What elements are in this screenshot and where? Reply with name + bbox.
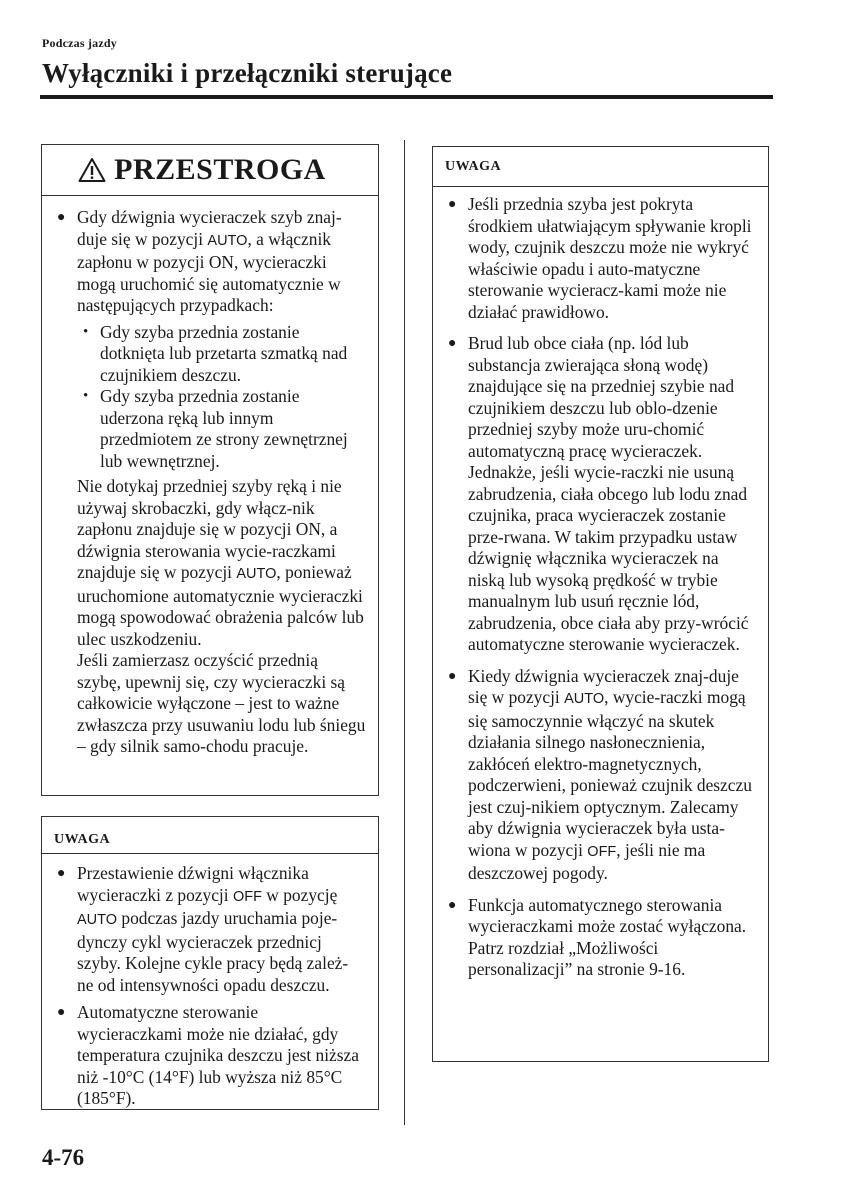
caution-text: Gdy dźwignia wycieraczek szyb znaj-duje się w pozycji [77,207,342,249]
caution-box [41,144,379,796]
note-text: Automatyczne sterowanie wycieraczkami może nie działać, gdy temperatura czujnika deszczu jest niższa niż -10°C (14°F) lub wyższa niż 85°C (185°F). [77,1002,359,1108]
mode-label-off: OFF [232,888,262,905]
caution-subitem-text: Gdy szyba przednia zostanie dotknięta lub przetarta szmatką nad czujnikiem deszczu. [100,321,348,385]
caution-text: , ponieważ uruchomione automatycznie wycieraczki mogą spowodować obrażenia palców lub ulec uszkodzeniu. [77,562,364,649]
mode-label-auto: AUTO [207,232,248,249]
mode-label-auto: AUTO [236,566,277,582]
caution-subitem [77,322,366,387]
note-text: Brud lub obce ciała (np. lód lub substancja zwierająca słoną wodę) znajdujące się na przedniej szybie nad czujnikiem deszczu lub oblo-dzenie przedniej szyby może uru-chomić automatyczną pracę wycieraczek. Jednakże, jeśli wycie-raczki nie usuną zabrudzenia, ciała obcego lub lodu znad czujnika, praca wycieraczek zostanie prze-rwana. W takim przypadku ustaw dźwignię włącznika wycieraczek na niską lub wysoką prędkość w trybie manualnym lub usuń ręcznie lód, zabrudzenia, obce ciała aby przy-wrócić automatyczne sterowanie wycieraczek. [468,333,749,654]
note-header [42,817,378,854]
column-divider [404,140,405,1125]
note-box-left [41,816,379,1110]
caution-paragraph-3: Jeśli zamierzasz oczyścić przednią szybę, upewnij się, czy wycieraczki są całkowicie wyłączone – jest to ważne zwłaszcza przy usuwaniu lodu lub śniegu – gdy silnik samo-chodu pracuje. [77,650,366,756]
mode-label-auto: AUTO [77,912,118,928]
caution-list [42,207,366,758]
caution-text: Nie dotykaj przedniej szyby ręką i nie używaj skrobaczki, gdy włącz-nik zapłonu znajduje się w pozycji ON, a dźwignia sterowania wycie-raczkami znajduje się w pozycji [77,476,342,582]
note-item [42,863,364,996]
caution-paragraph-1 [77,207,366,317]
dot-icon: • [83,323,89,340]
page-number: 4-76 [42,1145,85,1170]
note-item [433,333,756,656]
note-list [42,863,364,1110]
note-item [433,194,756,323]
note-list [433,194,756,981]
note-item [42,1002,364,1110]
cross-reference: Patrz rozdział „Możliwości personalizacji” na stronie 9-16. [468,937,686,979]
note-text: podczas jazdy uruchamia poje-dynczy cykl wycieraczek przednicj szyby. Kolejne cykle pracy będą zależ-ne od intensywności opadu deszczu. [77,908,349,995]
note-text: w pozycję [261,884,338,905]
caution-sublist [77,322,366,473]
note-text: Przestawienie dźwigni włącznika wycieraczki z pozycji [77,863,309,905]
note-item [433,895,756,981]
note-text: Kiedy dźwignia wycieraczek znaj-duje się w pozycji [468,665,739,707]
bullet-icon: ● [57,210,66,225]
caution-header [42,145,378,196]
note-title: UWAGA [445,159,502,174]
warning-triangle-icon [78,157,106,183]
note-header [433,147,768,187]
caution-subitem [77,386,366,472]
note-item [433,666,756,885]
note-text: , jeśli nie ma deszczowej pogody. [468,839,706,883]
dot-icon: • [83,388,89,404]
page-title: Wyłączniki i przełączniki sterujące [42,58,453,88]
caution-item [42,207,366,758]
mode-label-auto: AUTO [564,691,605,707]
bullet-icon: ● [448,668,457,684]
note-box-right [432,146,769,1062]
mode-label-off: OFF [587,843,617,860]
title-rule [40,95,773,99]
bullet-icon: ● [448,197,457,212]
caution-subitem-text: Gdy szyba przednia zostanie uderzona ręką lub innym przedmiotem ze strony zewnętrznej lub wewnętrznej. [100,386,348,471]
note-title: UWAGA [54,832,111,847]
section-label: Podczas jazdy [42,36,117,50]
bullet-icon: ● [448,336,457,351]
note-text: , wycie-raczki mogą się samoczynnie włączyć na skutek działania silnego nasłonecznienia, zakłóceń elektro-magnetycznych, podczerwieni, ponieważ czujnik deszczu jest czuj-nikiem optycznym. Zalecamy aby dźwignia wycieraczek była usta-wiona w pozycji [468,687,752,860]
note-text: Funkcja automatycznego sterowania wycieraczkami może zostać wyłączona. [468,894,747,936]
caution-text: , a włącznik zapłonu w pozycji ON, wycieraczki mogą uruchomić się automatycznie w następujących przypadkach: [77,228,341,315]
bullet-icon: ● [57,866,66,881]
bullet-icon: ● [448,897,457,913]
caution-title: PRZESTROGA [114,153,326,186]
caution-paragraph-2 [77,476,366,650]
note-text: Jeśli przednia szyba jest pokryta środkiem ułatwiającym spływanie kropli wody, czujnik deszczu może nie wykryć właściwie opadu i auto-matyczne sterowanie wycieracz-kami może nie działać prawidłowo. [468,194,752,322]
bullet-icon: ● [57,1005,66,1020]
